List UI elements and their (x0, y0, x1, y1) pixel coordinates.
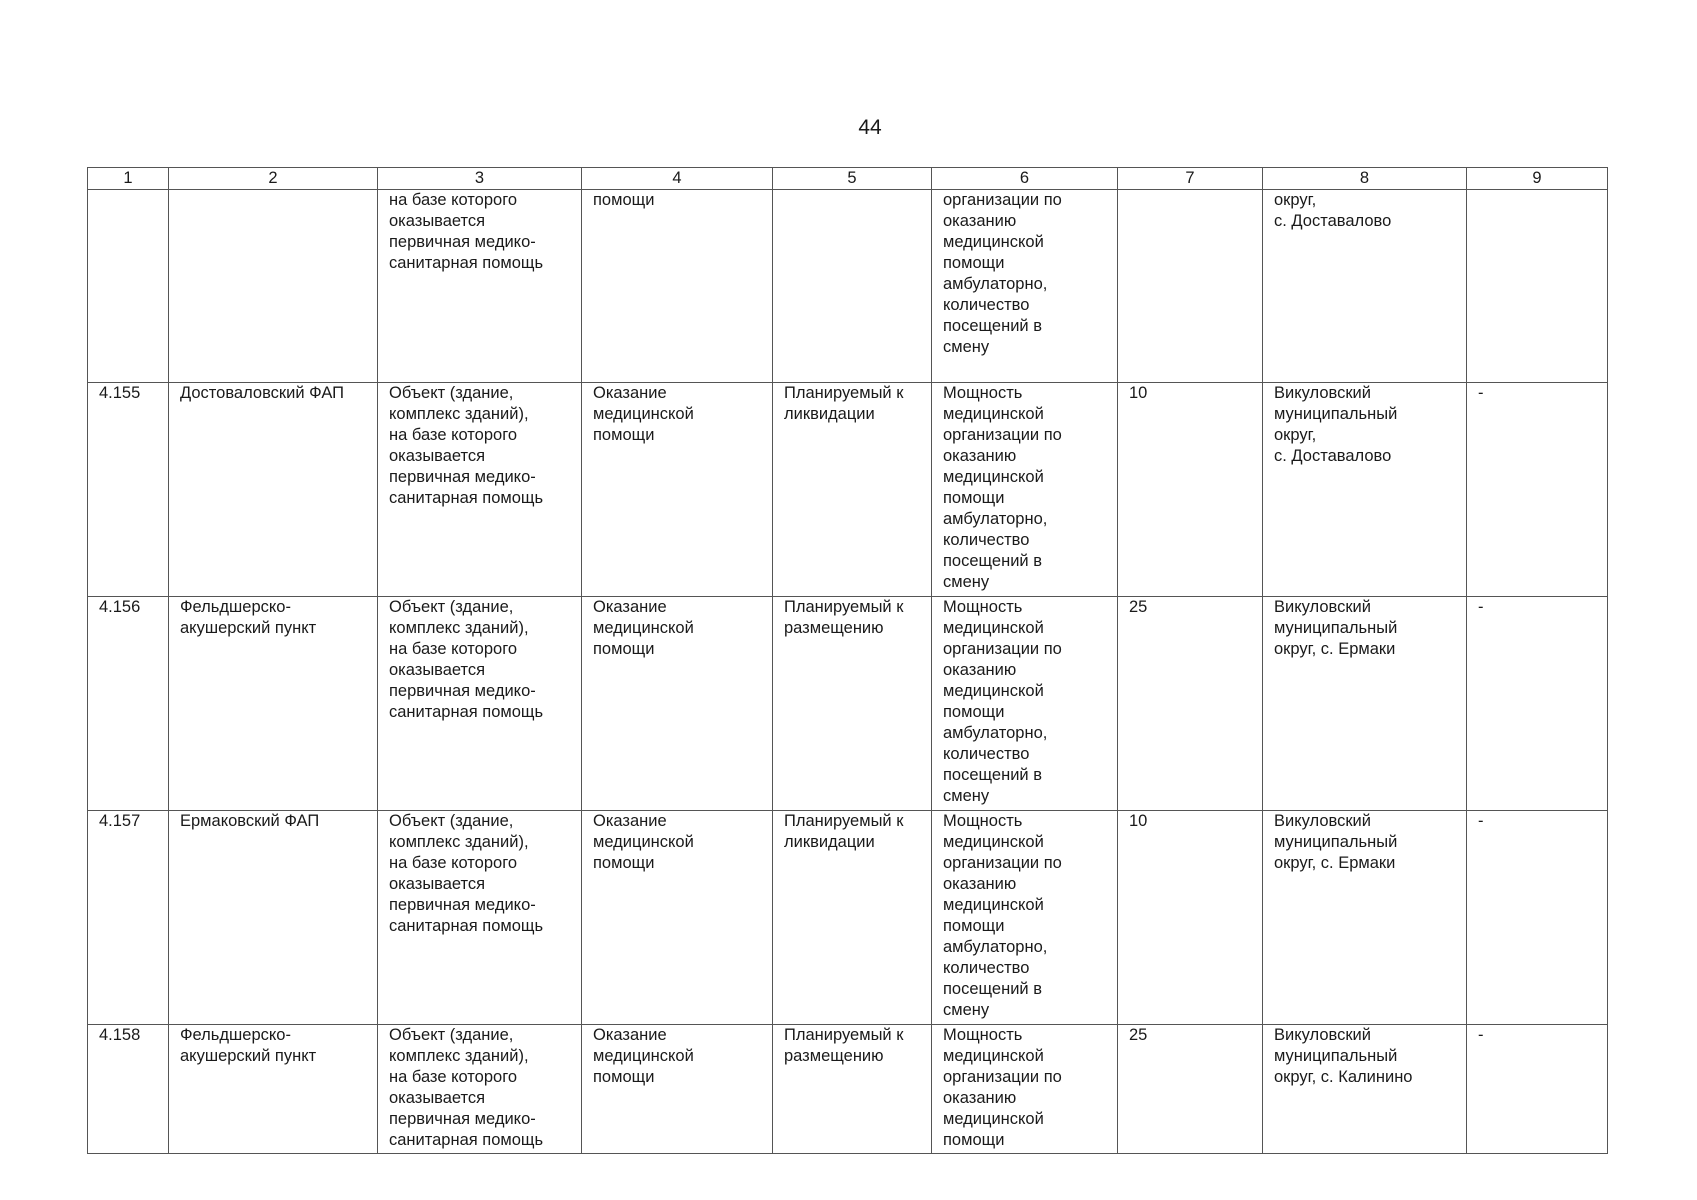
cell-name: Достоваловский ФАП (169, 383, 378, 597)
cell-capacity-value: 25 (1118, 597, 1263, 811)
cell-extra: - (1467, 1025, 1608, 1154)
cell-object-type: Объект (здание, комплекс зданий), на базе которого оказывается первичная медико- санитарная помощь (378, 597, 582, 811)
cell-purpose: Оказание медицинской помощи (582, 383, 773, 597)
cell-object-type: на базе которого оказывается первичная медико- санитарная помощь (378, 190, 582, 383)
column-header: 3 (378, 168, 582, 190)
cell-capacity-type: Мощность медицинской организации по оказанию медицинской помощи амбулаторно, количество посещений в смену (932, 811, 1118, 1025)
table-row (88, 190, 1608, 383)
cell-status: Планируемый к размещению (773, 597, 932, 811)
column-header: 6 (932, 168, 1118, 190)
table-row (88, 811, 1608, 1025)
column-header: 1 (88, 168, 169, 190)
column-header: 8 (1263, 168, 1467, 190)
cell-name (169, 190, 378, 383)
cell-status: Планируемый к ликвидации (773, 383, 932, 597)
page-number: 44 (858, 116, 882, 139)
cell-location: Викуловский муниципальный округ, с. Калинино (1263, 1025, 1467, 1154)
cell-capacity-type: Мощность медицинской организации по оказанию медицинской помощи амбулаторно, количество посещений в смену (932, 597, 1118, 811)
cell-name: Ермаковский ФАП (169, 811, 378, 1025)
cell-object-type: Объект (здание, комплекс зданий), на базе которого оказывается первичная медико- санитарная помощь (378, 1025, 582, 1154)
table-row (88, 383, 1608, 597)
column-header: 4 (582, 168, 773, 190)
cell-extra: - (1467, 811, 1608, 1025)
cell-capacity-value (1118, 190, 1263, 383)
cell-capacity-type: Мощность медицинской организации по оказанию медицинской помощи (932, 1025, 1118, 1154)
column-header: 9 (1467, 168, 1608, 190)
table-row (88, 1025, 1608, 1154)
cell-capacity-type: Мощность медицинской организации по оказанию медицинской помощи амбулаторно, количество посещений в смену (932, 383, 1118, 597)
column-header: 7 (1118, 168, 1263, 190)
cell-purpose: помощи (582, 190, 773, 383)
cell-capacity-value: 25 (1118, 1025, 1263, 1154)
cell-purpose: Оказание медицинской помощи (582, 811, 773, 1025)
cell-purpose: Оказание медицинской помощи (582, 597, 773, 811)
cell-capacity-type: организации по оказанию медицинской помощи амбулаторно, количество посещений в смену (932, 190, 1118, 383)
cell-name: Фельдшерско- акушерский пункт (169, 1025, 378, 1154)
cell-status: Планируемый к ликвидации (773, 811, 932, 1025)
cell-number: 4.155 (88, 383, 169, 597)
cell-number: 4.156 (88, 597, 169, 811)
cell-location: округ, с. Доставалово (1263, 190, 1467, 383)
cell-extra (1467, 190, 1608, 383)
header-row (88, 168, 1608, 190)
cell-object-type: Объект (здание, комплекс зданий), на базе которого оказывается первичная медико- санитарная помощь (378, 811, 582, 1025)
column-header: 2 (169, 168, 378, 190)
cell-number: 4.158 (88, 1025, 169, 1154)
table-row (88, 597, 1608, 811)
cell-capacity-value: 10 (1118, 811, 1263, 1025)
cell-extra: - (1467, 597, 1608, 811)
cell-capacity-value: 10 (1118, 383, 1263, 597)
cell-extra: - (1467, 383, 1608, 597)
cell-location: Викуловский муниципальный округ, с. Ермаки (1263, 597, 1467, 811)
cell-number: 4.157 (88, 811, 169, 1025)
column-header: 5 (773, 168, 932, 190)
cell-status: Планируемый к размещению (773, 1025, 932, 1154)
cell-location: Викуловский муниципальный округ, с. Доставалово (1263, 383, 1467, 597)
cell-number (88, 190, 169, 383)
cell-purpose: Оказание медицинской помощи (582, 1025, 773, 1154)
cell-location: Викуловский муниципальный округ, с. Ермаки (1263, 811, 1467, 1025)
cell-status (773, 190, 932, 383)
objects-table (87, 167, 1608, 1154)
cell-name: Фельдшерско- акушерский пункт (169, 597, 378, 811)
cell-object-type: Объект (здание, комплекс зданий), на базе которого оказывается первичная медико- санитарная помощь (378, 383, 582, 597)
